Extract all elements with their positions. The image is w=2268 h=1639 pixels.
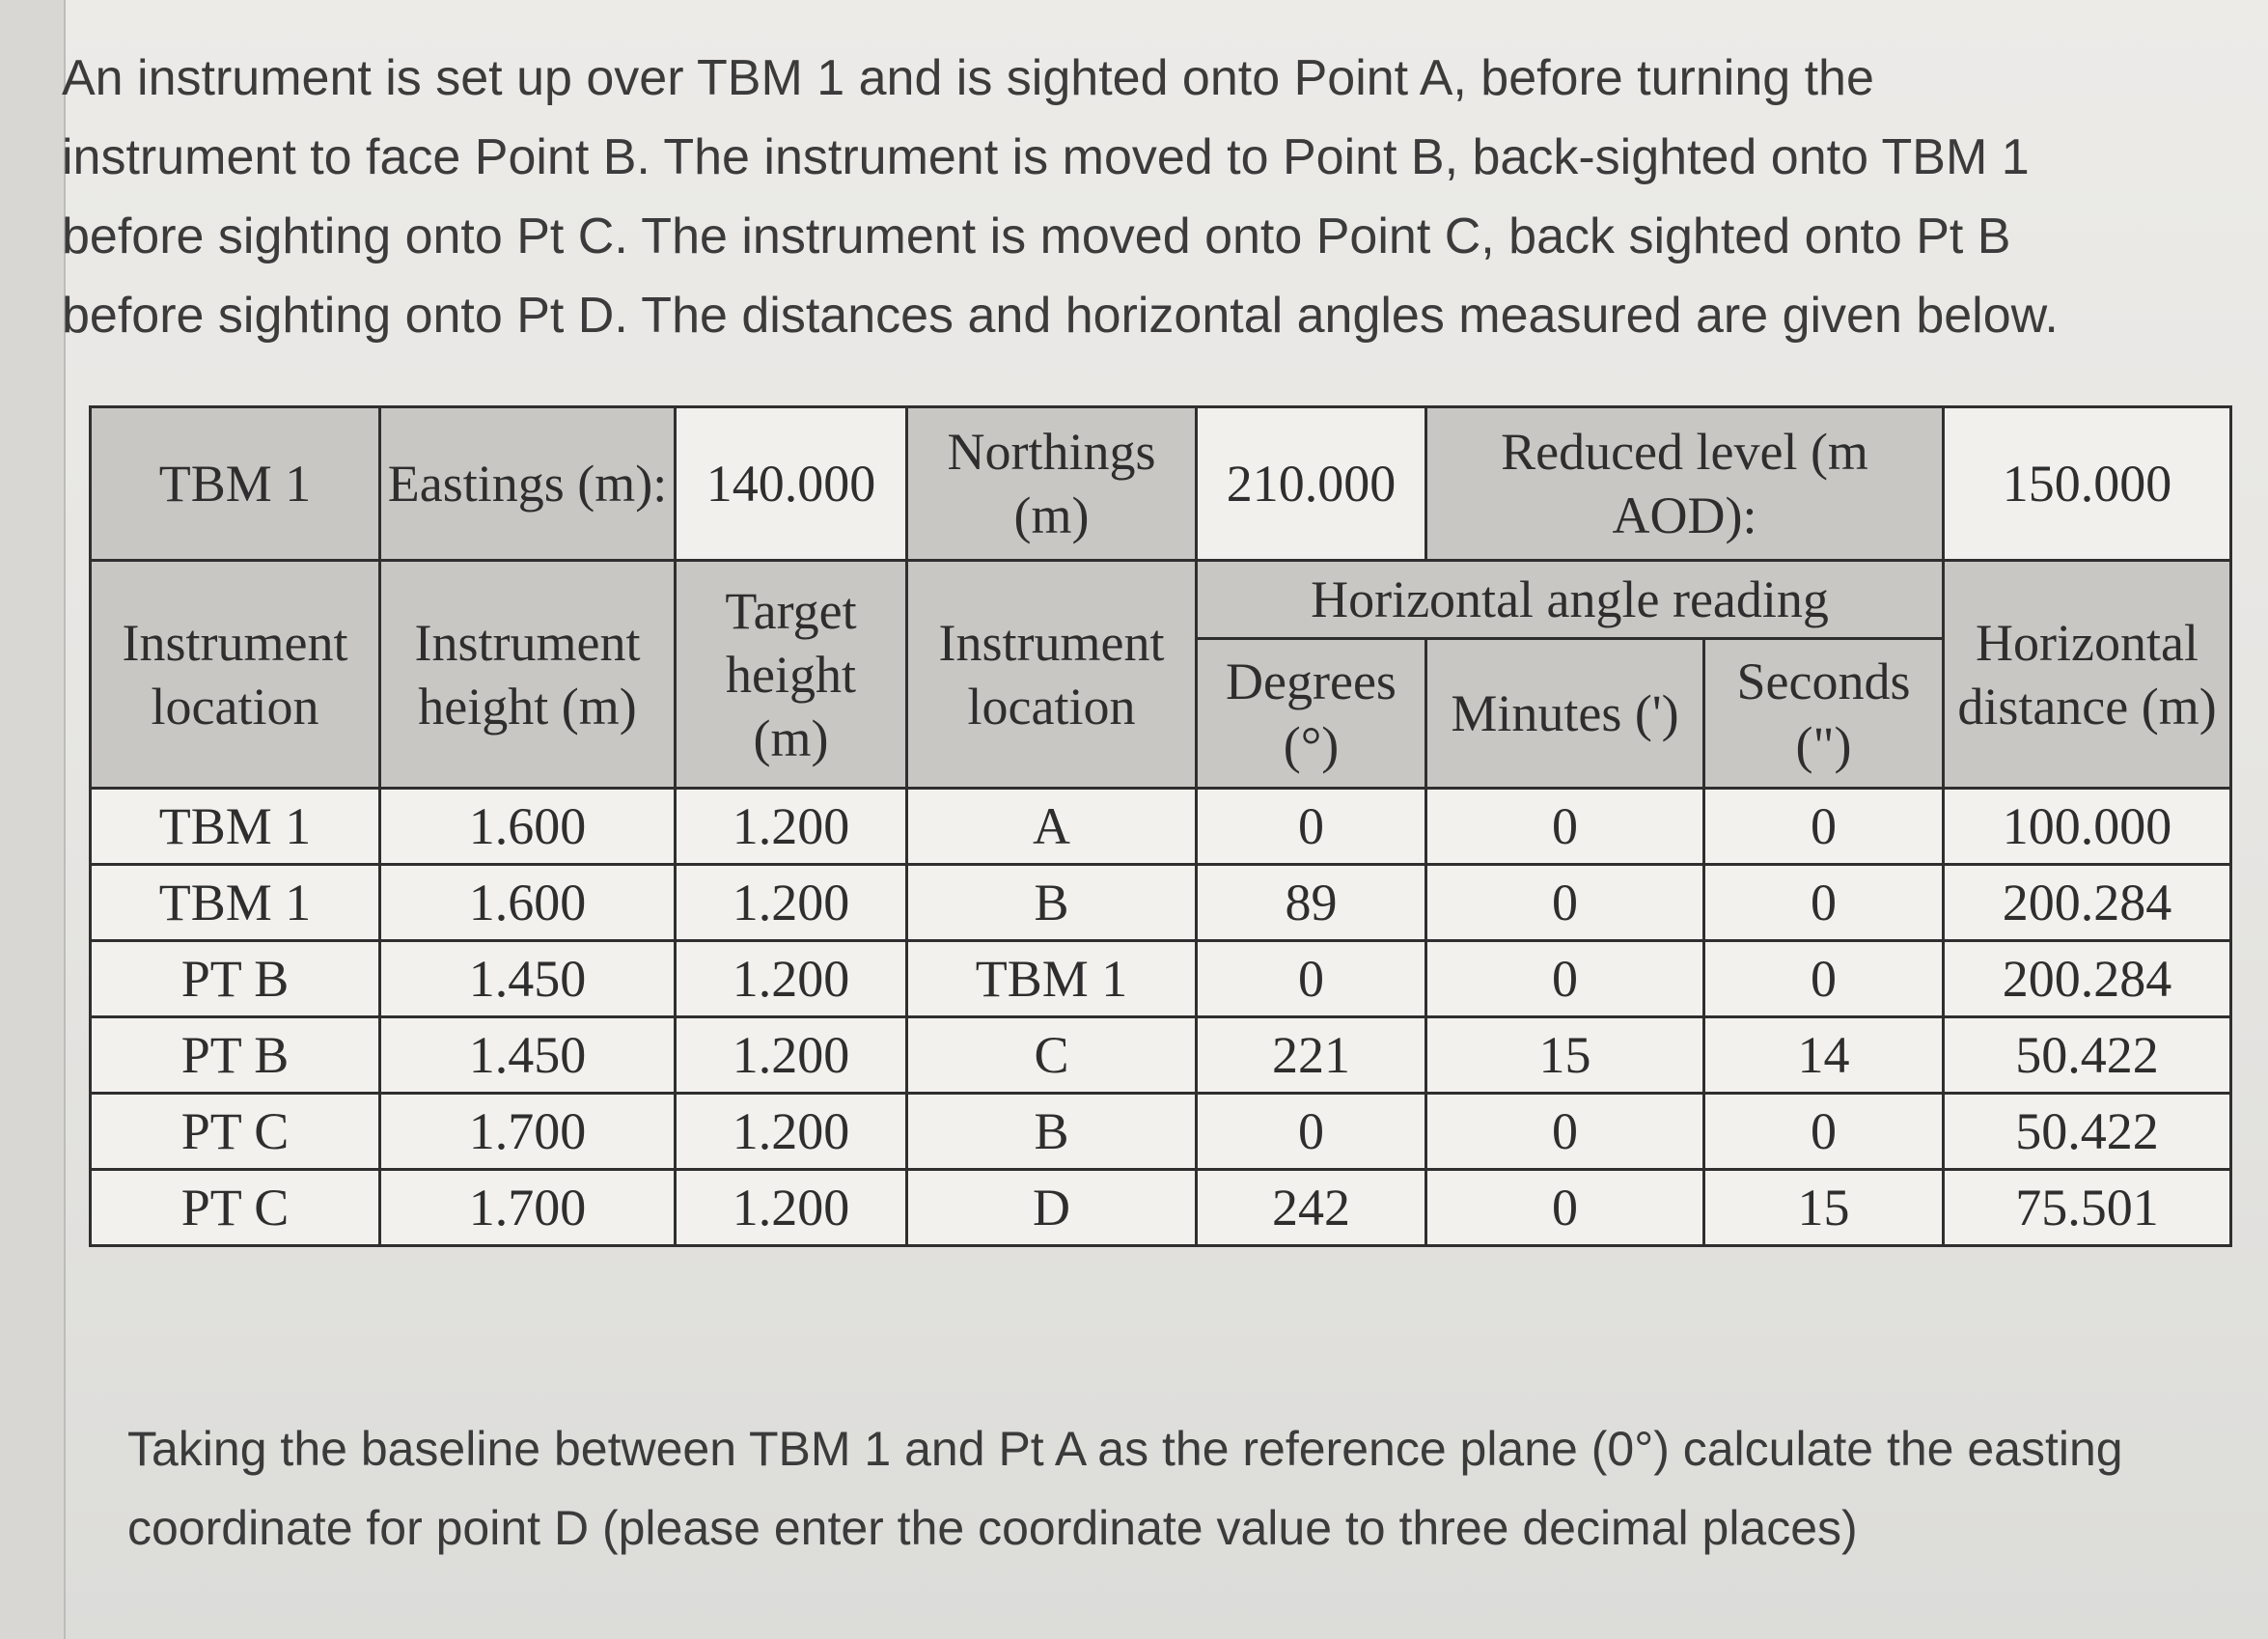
col-minutes: Minutes (') (1426, 639, 1704, 789)
row-target-height: 1.200 (676, 941, 907, 1017)
row-degrees: 0 (1197, 1094, 1426, 1170)
row-seconds: 15 (1704, 1170, 1944, 1246)
row-distance: 100.000 (1944, 789, 2231, 865)
row-instrument-location: TBM 1 (91, 865, 380, 941)
left-margin-strip (0, 0, 66, 1639)
row-degrees: 0 (1197, 789, 1426, 865)
intro-line-4: before sighting onto Pt D. The distances and horizontal angles measured are given below. (62, 288, 2059, 344)
table-row (91, 1017, 2231, 1094)
row-distance: 200.284 (1944, 865, 2231, 941)
row-instrument-location: TBM 1 (91, 789, 380, 865)
table-row (91, 789, 2231, 865)
northings-label: Northings (m) (907, 407, 1197, 561)
reduced-level-value: 150.000 (1944, 407, 2231, 561)
row-minutes: 0 (1426, 1094, 1704, 1170)
question-line-2: coordinate for point D (please enter the coordinate value to three decimal places) (127, 1501, 1858, 1555)
col-seconds: Seconds (") (1704, 639, 1944, 789)
row-minutes: 0 (1426, 789, 1704, 865)
row-seconds: 0 (1704, 865, 1944, 941)
row-instrument-height: 1.600 (380, 789, 676, 865)
row-instrument-height: 1.600 (380, 865, 676, 941)
row-target-location: TBM 1 (907, 941, 1197, 1017)
row-target-height: 1.200 (676, 1170, 907, 1246)
eastings-value: 140.000 (676, 407, 907, 561)
row-seconds: 0 (1704, 1094, 1944, 1170)
row-instrument-location: PT B (91, 941, 380, 1017)
table-row (91, 865, 2231, 941)
col-instrument-height: Instrument height (m) (380, 561, 676, 789)
row-instrument-height: 1.700 (380, 1170, 676, 1246)
row-target-location: C (907, 1017, 1197, 1094)
row-instrument-height: 1.700 (380, 1094, 676, 1170)
col-target-location: Instrument location (907, 561, 1197, 789)
intro-line-3: before sighting onto Pt C. The instrument is moved onto Point C, back sighted onto Pt B (62, 208, 2011, 264)
row-target-location: D (907, 1170, 1197, 1246)
row-target-location: B (907, 1094, 1197, 1170)
row-minutes: 0 (1426, 1170, 1704, 1246)
row-instrument-location: PT C (91, 1094, 380, 1170)
question-line-1: Taking the baseline between TBM 1 and Pt A as the reference plane (0°) calculate the easting (127, 1422, 2123, 1476)
reduced-level-label: Reduced level (m AOD): (1426, 407, 1944, 561)
row-minutes: 0 (1426, 865, 1704, 941)
table-row (91, 1170, 2231, 1246)
intro-line-2: instrument to face Point B. The instrument is moved to Point B, back-sighted onto TBM 1 (62, 129, 2030, 185)
row-distance: 75.501 (1944, 1170, 2231, 1246)
tbm-header-row (91, 407, 2231, 561)
row-distance: 200.284 (1944, 941, 2231, 1017)
row-distance: 50.422 (1944, 1094, 2231, 1170)
col-horizontal-angle-reading: Horizontal angle reading (1197, 561, 1944, 639)
survey-data-table (89, 405, 2232, 1247)
row-target-height: 1.200 (676, 789, 907, 865)
northings-value: 210.000 (1197, 407, 1426, 561)
row-instrument-location: PT C (91, 1170, 380, 1246)
intro-line-1: An instrument is set up over TBM 1 and is sighted onto Point A, before turning the (62, 50, 1874, 106)
col-target-height: Target height (m) (676, 561, 907, 789)
tbm-label: TBM 1 (91, 407, 380, 561)
col-horizontal-distance: Horizontal distance (m) (1944, 561, 2231, 789)
row-target-height: 1.200 (676, 865, 907, 941)
col-instrument-location: Instrument location (91, 561, 380, 789)
survey-data-table-wrap (89, 405, 2229, 1247)
table-row (91, 941, 2231, 1017)
row-instrument-height: 1.450 (380, 1017, 676, 1094)
row-distance: 50.422 (1944, 1017, 2231, 1094)
row-instrument-location: PT B (91, 1017, 380, 1094)
problem-statement (62, 39, 2185, 355)
row-minutes: 15 (1426, 1017, 1704, 1094)
column-header-row-1 (91, 561, 2231, 639)
row-degrees: 89 (1197, 865, 1426, 941)
row-degrees: 221 (1197, 1017, 1426, 1094)
row-target-height: 1.200 (676, 1017, 907, 1094)
row-degrees: 242 (1197, 1170, 1426, 1246)
eastings-label: Eastings (m): (380, 407, 676, 561)
row-seconds: 0 (1704, 941, 1944, 1017)
row-seconds: 0 (1704, 789, 1944, 865)
row-target-location: A (907, 789, 1197, 865)
col-degrees: Degrees (°) (1197, 639, 1426, 789)
row-seconds: 14 (1704, 1017, 1944, 1094)
row-degrees: 0 (1197, 941, 1426, 1017)
table-row (91, 1094, 2231, 1170)
question-text (127, 1409, 2231, 1568)
row-minutes: 0 (1426, 941, 1704, 1017)
row-target-height: 1.200 (676, 1094, 907, 1170)
row-target-location: B (907, 865, 1197, 941)
row-instrument-height: 1.450 (380, 941, 676, 1017)
